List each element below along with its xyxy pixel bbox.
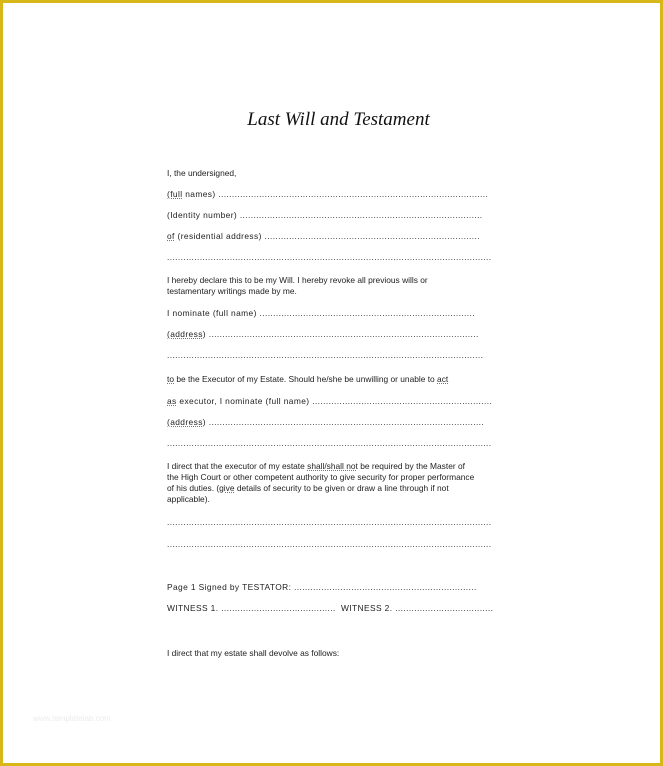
direct-line-2: the High Court or other competent authority to give security for proper performance <box>167 472 475 482</box>
direct-text-3c: details of security to be given or draw a line through if not <box>234 483 449 493</box>
executor-line <box>167 374 448 385</box>
address-label: (address) <box>167 329 206 339</box>
executor-address-field[interactable] <box>167 329 479 340</box>
blank-line-3[interactable]: ....................................................................................................................... <box>167 438 492 448</box>
give-label: give <box>219 483 235 493</box>
identity-number-field[interactable]: (Identity number) ......................................................................................... <box>167 210 483 220</box>
residential-address-dots: (residential address) ............................................................................... <box>174 231 480 241</box>
alternate-address-field[interactable] <box>167 417 484 428</box>
document-title: Last Will and Testament <box>247 109 430 130</box>
direct-line-1 <box>167 461 465 472</box>
blank-line-2[interactable]: .................................................................................................................... <box>167 350 484 360</box>
residential-address-field[interactable] <box>167 231 480 242</box>
witness-2-field[interactable]: WITNESS 2. .................................... <box>341 603 494 613</box>
executor-address-dots: ................................................................................................... <box>205 329 479 339</box>
direct-text-1c: be required by the Master of <box>357 461 465 471</box>
blank-line-1[interactable]: ....................................................................................................................... <box>167 252 492 262</box>
act-label: act <box>437 374 449 384</box>
nominate-field[interactable]: I nominate (full name) ............................................................................... <box>167 308 475 318</box>
declare-line-2: testamentary writings made by me. <box>167 286 297 296</box>
full-names-field[interactable] <box>167 189 488 200</box>
of-label: of <box>167 231 175 241</box>
watermark: www.templatelab.com <box>33 714 111 723</box>
shall-shall-not: shall/shall not <box>307 461 358 471</box>
full-label: (full <box>167 189 183 199</box>
undersigned-line: I, the undersigned, <box>167 168 237 178</box>
address-label-2: (address) <box>167 417 206 427</box>
blank-line-4[interactable]: ....................................................................................................................... <box>167 517 492 527</box>
witness-1-field[interactable]: WITNESS 1. .......................................... <box>167 603 336 613</box>
alternate-executor-dots: executor, I nominate (full name) .................................................................. <box>176 396 493 406</box>
direct-text-1a: I direct that the executor of my estate <box>167 461 308 471</box>
as-label: as <box>167 396 177 406</box>
devolve-line: I direct that my estate shall devolve as follows: <box>167 648 340 658</box>
alternate-address-dots: ..................................................................................................... <box>205 417 485 427</box>
executor-text: be the Executor of my Estate. Should he/she be unwilling or unable to <box>174 374 438 384</box>
testator-signature-field[interactable]: Page 1 Signed by TESTATOR: ................................................................... <box>167 582 477 592</box>
to-label: to <box>167 374 174 384</box>
blank-line-5[interactable]: ....................................................................................................................... <box>167 539 492 549</box>
direct-text-3a: of his duties. ( <box>167 483 220 493</box>
direct-line-4: applicable). <box>167 494 210 504</box>
full-names-dots: names) ................................................................................................... <box>182 189 489 199</box>
direct-line-3 <box>167 483 449 494</box>
alternate-executor-field[interactable] <box>167 396 492 407</box>
document-page <box>3 3 660 763</box>
declare-line-1: I hereby declare this to be my Will. I hereby revoke all previous wills or <box>167 275 428 285</box>
